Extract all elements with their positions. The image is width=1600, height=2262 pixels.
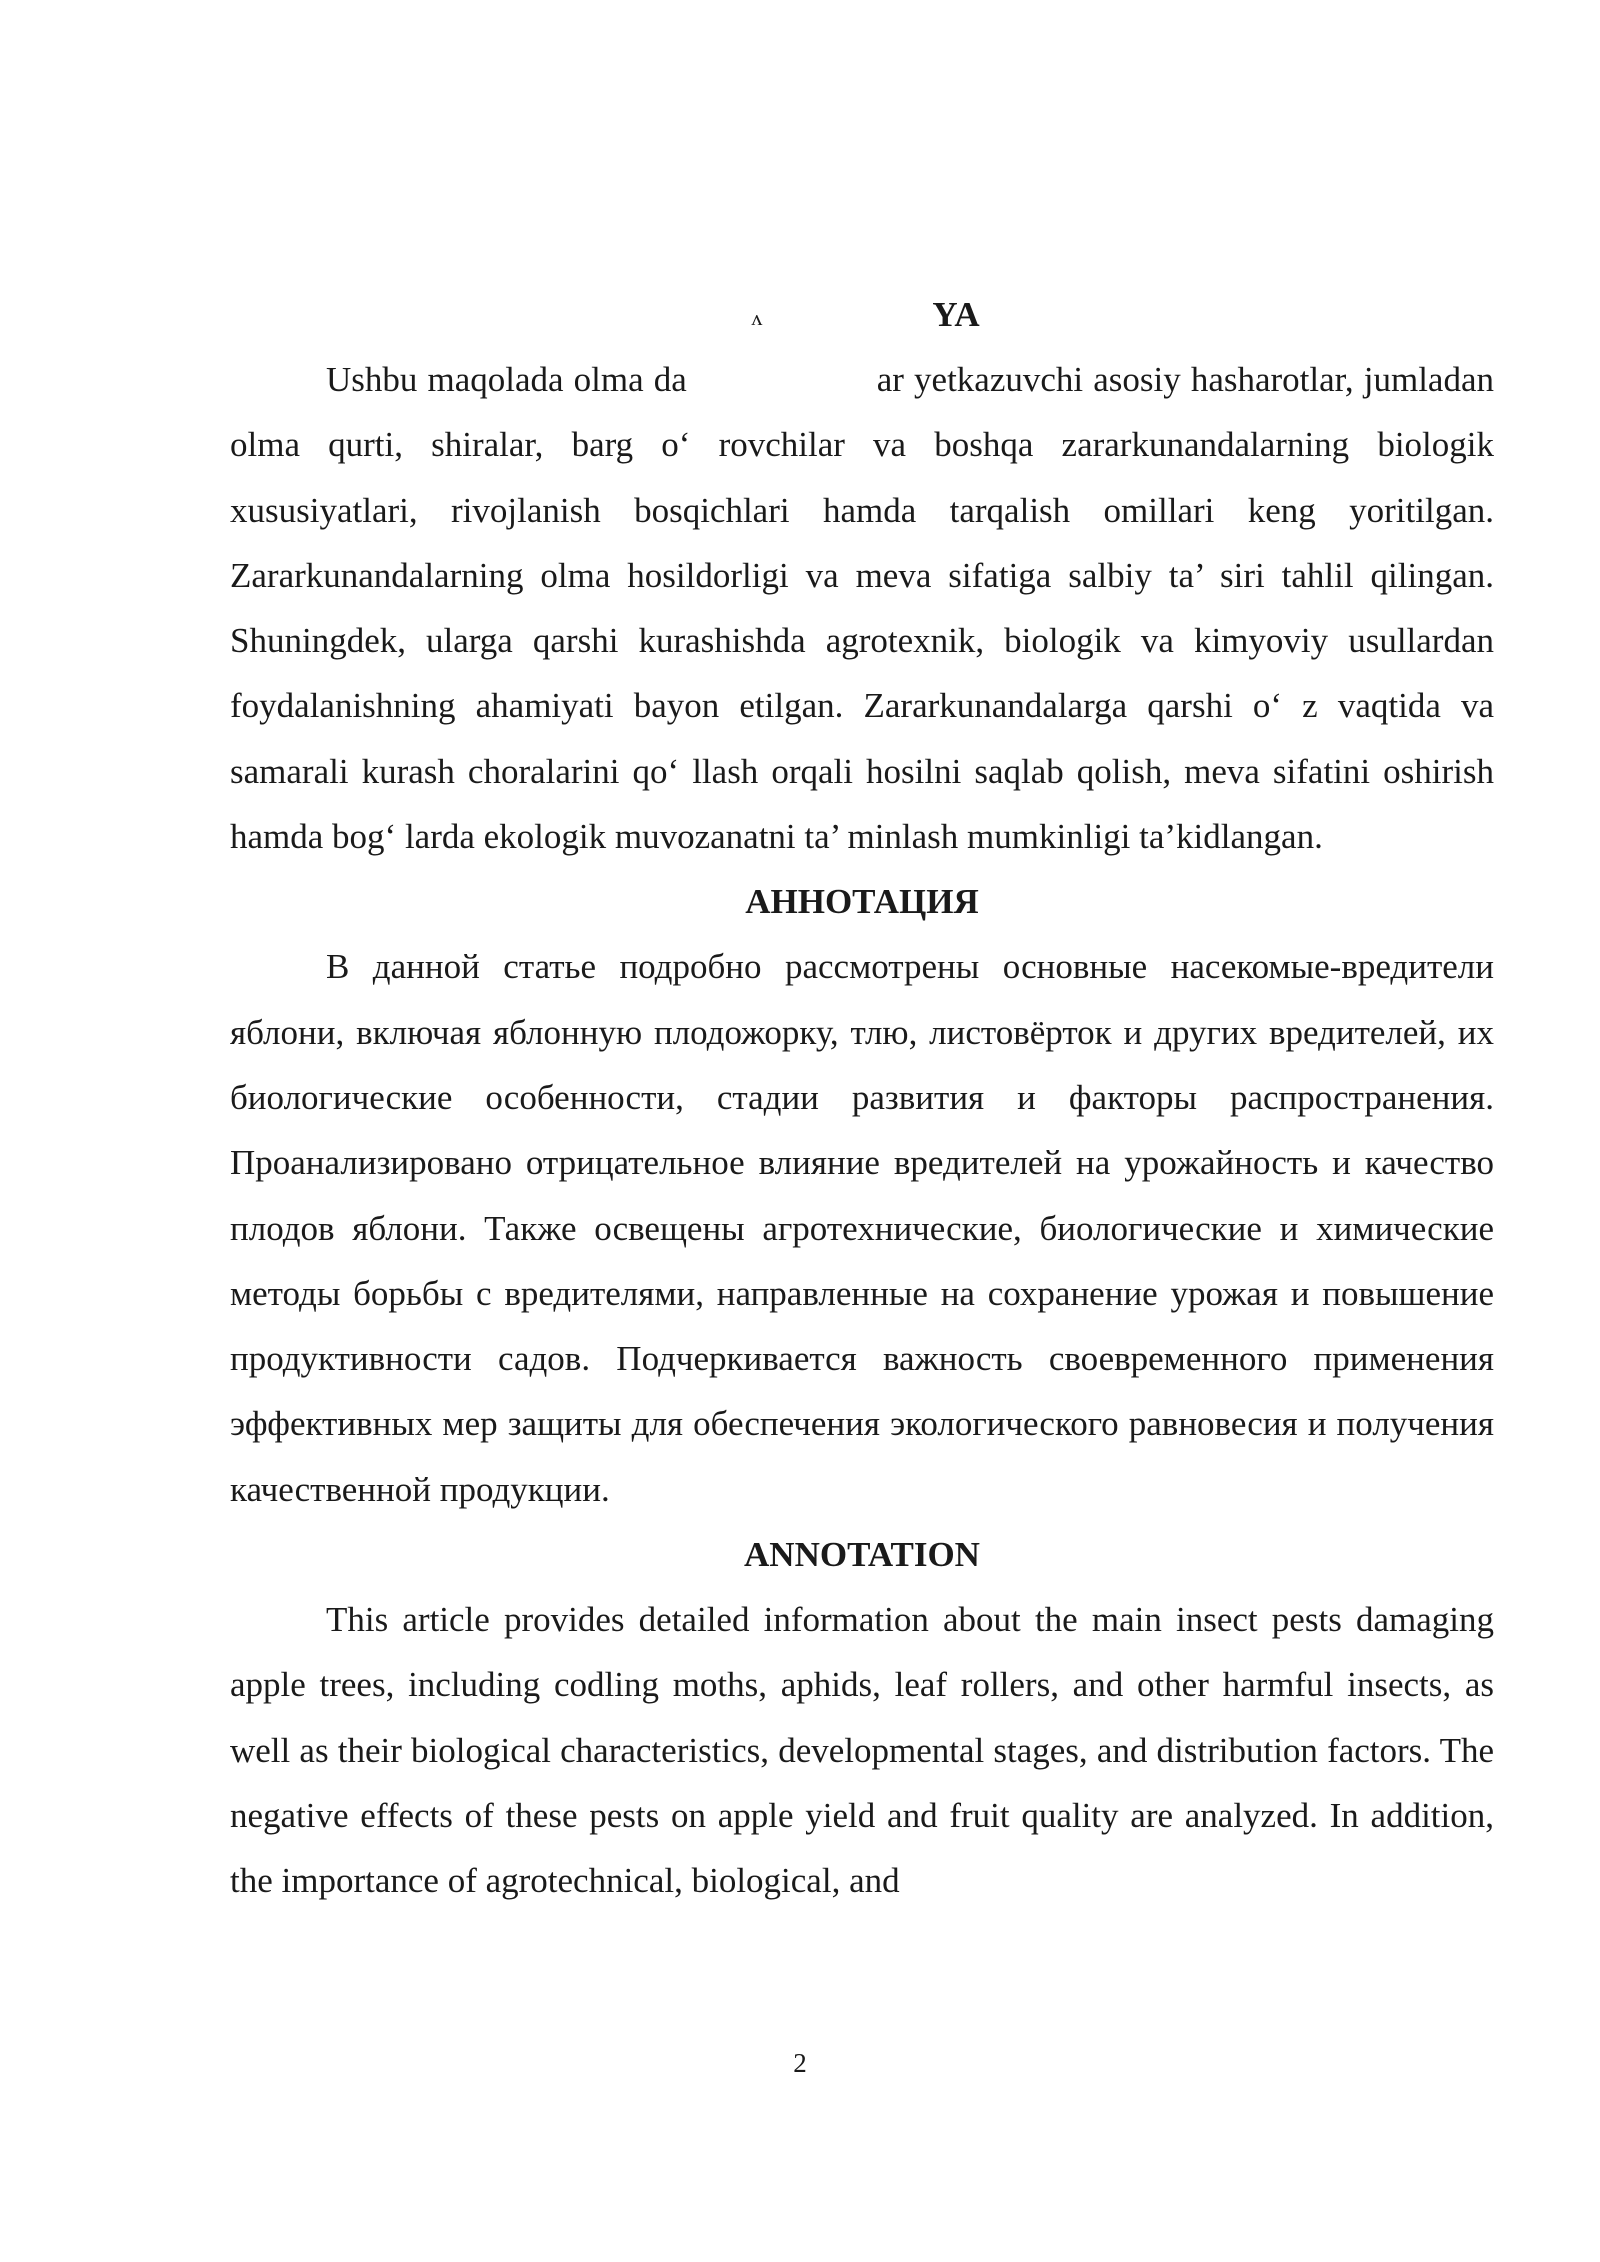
russian-abstract-paragraph: В данной статье подробно рассмотрены основные насекомые-вредители яблони, включая яблонную плодожорку, тлю, листовёрток и других вредителей, их биологические особенности, стадии развития и факторы распространения. Проанализировано отрицательное влияние вредителей на урожайность и качество плодов яблони. Также освещены агротехнические, биологические и химические методы борьбы с вредителями, направленные на сохранение урожая и повышение продуктивности садов. Подчеркивается важность своевременного применения эффективных мер защиты для обеспечения экологического равновесия и получения качественной продукции. xyxy=(230,947,1494,1509)
uzbek-heading-text: YA xyxy=(932,295,980,334)
uzbek-abstract-paragraph xyxy=(230,347,1494,869)
uzbek-abstract-rest: ar yetkazuvchi asosiy hasharotlar, jumladan olma qurti, shiralar, barg o‘ rovchilar va boshqa zararkunandalarning biologik xususiyatlari, rivojlanish bosqichlari hamda tarqalish omillari keng yoritilgan. Zararkunandalarning olma hosildorligi va meva sifatiga salbiy ta’ siri tahlil qilingan. Shuningdek, ularga qarshi kurashishda agrotexnik, biologik va kimyoviy usullardan foydalanishning ahamiyati bayon etilgan. Zararkunandalarga qarshi o‘ z vaqtida va samarali kurash choralarini qo‘ llash orqali hosilni saqlab qolish, meva sifatini oshirish hamda bog‘ larda ekologik muvozanatni ta’ minlash mumkinligi ta’kidlangan. xyxy=(230,360,1495,857)
document-page xyxy=(230,282,1494,1914)
english-heading: ANNOTATION xyxy=(744,1535,980,1575)
uzbek-abstract-start: Ushbu maqolada olma dа xyxy=(326,360,687,399)
uzbek-heading-fragment-a: ʌ xyxy=(751,305,763,331)
page-number: 2 xyxy=(793,2048,807,2078)
uzbek-heading xyxy=(230,282,1494,347)
english-abstract-paragraph: This article provides detailed information about the main insect pests damaging apple trees, including codling moths, aphids, leaf rollers, and other harmful insects, as well as their biological characteristics, developmental stages, and distribution factors. The negative effects of these pests on apple yield and fruit quality are analyzed. In addition, the importance of agrotechnical, biological, and xyxy=(230,1600,1494,1901)
russian-heading: АННОТАЦИЯ xyxy=(745,882,979,922)
